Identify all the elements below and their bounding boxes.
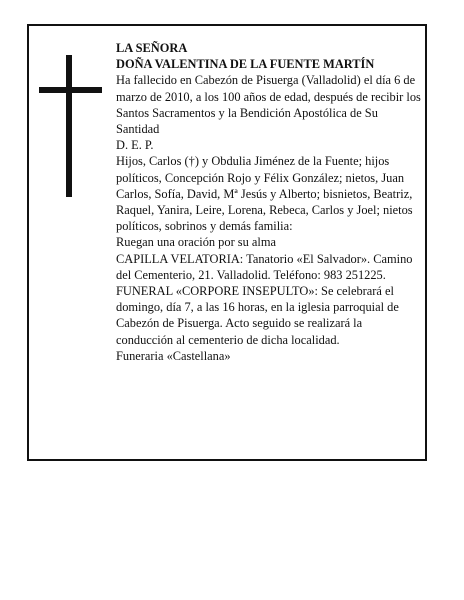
deceased-name: DOÑA VALENTINA DE LA FUENTE MARTÍN [116, 57, 375, 72]
notice-text [116, 40, 422, 364]
death-announcement: Ha fallecido en Cabezón de Pisuerga (Valladolid) el día 6 de marzo de 2010, a los 100 años de edad, después de recibir los Santos Sacramentos y la Bendición Apostólica de Su Santidad [116, 73, 421, 137]
deceased-title: LA SEÑORA [116, 41, 188, 55]
cross-horizontal-bar [39, 87, 102, 93]
cross-vertical-bar [66, 55, 72, 197]
cross-icon [39, 55, 102, 197]
prayer-request: Ruegan una oración por su alma [116, 235, 276, 250]
funeral-home: Funeraria «Castellana» [116, 348, 231, 363]
family-list: Hijos, Carlos (†) y Obdulia Jiménez de la Fuente; hijos políticos, Concepción Rojo y Félix González; nietos, Juan Carlos, Sofía, David, Mª Jesús y Alberto; bisnietos, Beatriz, Raquel, Yanira, Leire, Lorena, Rebeca, Carlos y Joel; nietos políticos, sobrinos y demás familia: [116, 154, 413, 234]
funeral-info: FUNERAL «CORPORE INSEPULTO»: Se celebrará el domingo, día 7, a las 16 horas, en la iglesia parroquial de Cabezón de Pisuerga. Acto seguido se realizará la conducción al cementerio de dicha localidad. [116, 284, 399, 347]
obituary-notice [27, 24, 427, 461]
chapel-info: CAPILLA VELATORIA: Tanatorio «El Salvador». Camino del Cementerio, 21. Valladolid. Teléfono: 983 251225. [116, 251, 413, 282]
rest-in-peace: D. E. P. [116, 138, 154, 153]
